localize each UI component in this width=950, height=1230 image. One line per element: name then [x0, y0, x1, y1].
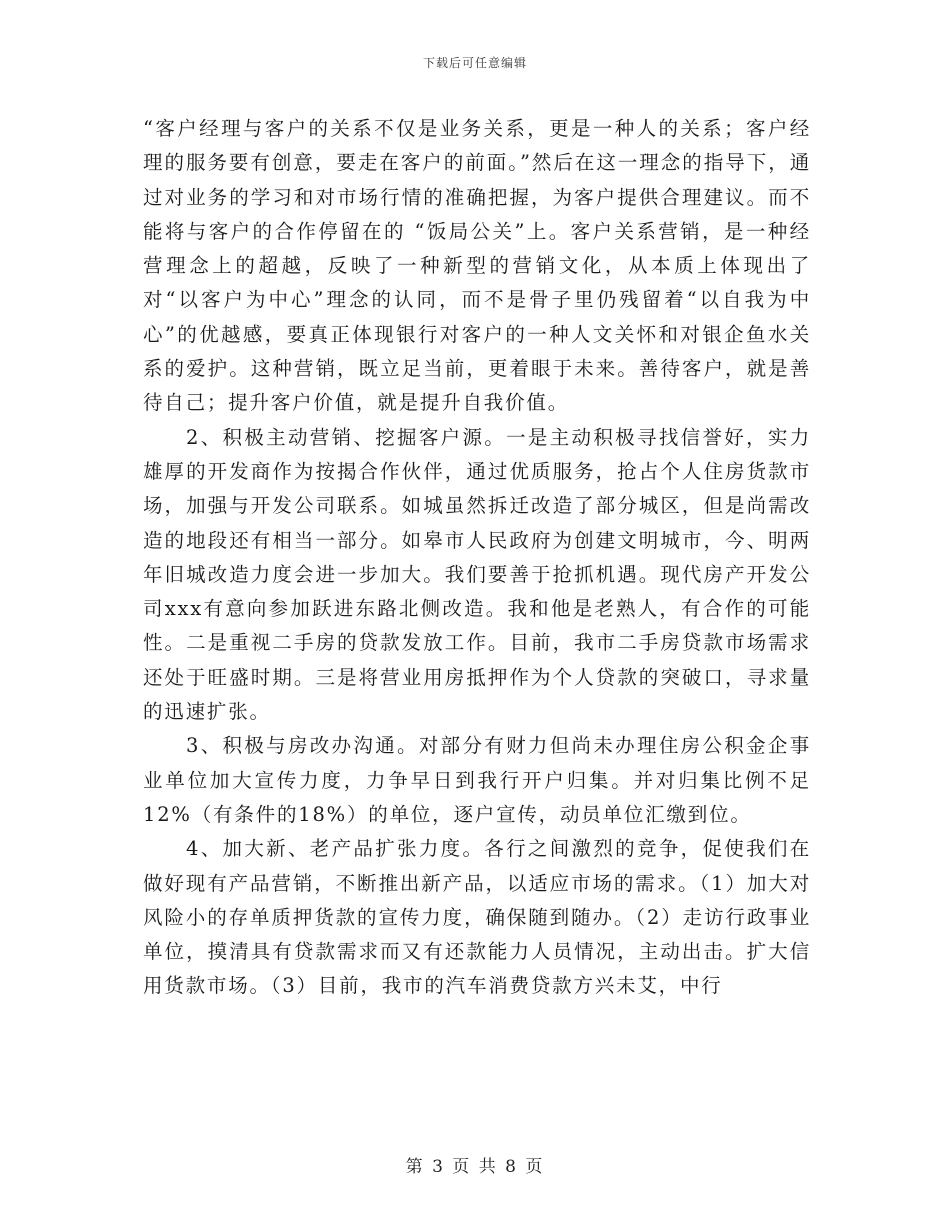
- page-number-footer: 第 3 页 共 8 页: [405, 1157, 545, 1177]
- paragraph-2: 2、积极主动营销、挖掘客户源。一是主动积极寻找信誉好，实力雄厚的开发商作为按揭合作伙伴，通过优质服务，抢占个人住房货款市场，加强与开发公司联系。如城虽然拆迁改造了部分城区，但是尚需改造的地段还有相当一部分。如皋市人民政府为创建文明城市，今、明两年旧城改造力度会进一步加大。我们要善于抢抓机遇。现代房产开发公司xxx有意向参加跃进东路北侧改造。我和他是老熟人，有合作的可能性。二是重视二手房的贷款发放工作。目前，我市二手房贷款市场需求还处于旺盛时期。三是将营业用房抵押作为个人贷款的突破口，寻求量的迅速扩张。: [143, 425, 811, 724]
- paragraph-4: 4、加大新、老产品扩张力度。各行之间激烈的竞争，促使我们在做好现有产品营销，不断推出新产品，以适应市场的需求。（1）加大对风险小的存单质押货款的宣传力度，确保随到随办。（2）走访行政事业单位，摸清具有贷款需求而又有还款能力人员情况，主动出击。扩大信用货款市场。（3）目前，我市的汽车消费贷款方兴未艾，中行: [143, 837, 811, 998]
- paragraph-3: 3、积极与房改办沟通。对部分有财力但尚未办理住房公积金企事业单位加大宣传力度，力争早日到我行开户归集。并对归集比例不足12%（有条件的18%）的单位，逐户宣传，动员单位汇缴到位。: [143, 734, 811, 826]
- page-header-note: 下载后可任意编辑: [422, 56, 527, 70]
- paragraph-1: “客户经理与客户的关系不仅是业务关系，更是一种人的关系；客户经理的服务要有创意，要走在客户的前面。”然后在这一理念的指导下，通过对业务的学习和对市场行情的准确把握，为客户提供合理建议。而不能将与客户的合作停留在的 “饭局公关”上。客户关系营销，是一种经营理念上的超越，反映了一种新型的营销文化，从本质上体现出了对“以客户为中心”理念的认同，而不是骨子里仍残留着“以自我为中心”的优越感，要真正体现银行对客户的一种人文关怀和对银企鱼水关系的爱护。这种营销，既立足当前，更着眼于未来。善待客户，就是善待自己；提升客户价值，就是提升自我价值。: [143, 117, 811, 415]
- document-body: [143, 112, 811, 1004]
